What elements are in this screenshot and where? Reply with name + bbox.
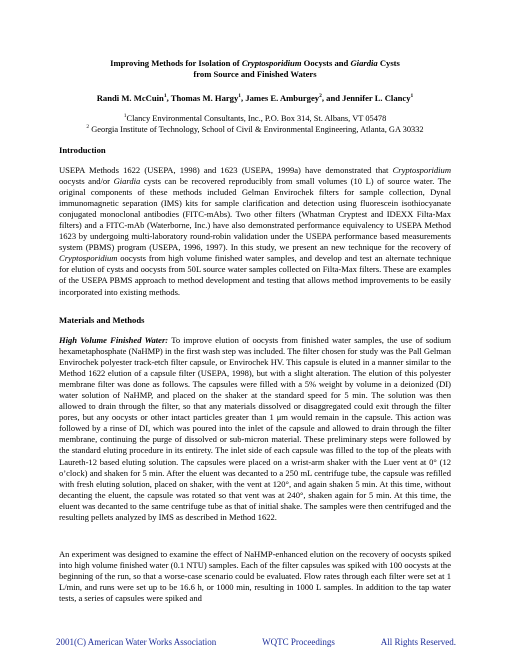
author-list [30, 93, 480, 104]
body-text: oocysts and/or [59, 176, 114, 187]
affiliation-marker: 1 [163, 93, 167, 100]
affiliation-number: 1 [123, 113, 127, 120]
title-line-2: from Source and Finished Waters [193, 69, 317, 79]
paper-title [40, 58, 470, 80]
author-mccuin: Randi M. McCuin [96, 93, 164, 103]
body-text: USEPA Methods 1622 (USEPA, 1998) and 1623 (USEPA, 1999a) have demonstrated that [59, 165, 393, 175]
affiliation-marker: 1 [238, 93, 242, 100]
author-amburgey: James E. Amburgey [245, 93, 320, 103]
author-separator: , [241, 93, 246, 103]
italic-term: Giardia [113, 176, 141, 187]
experiment-paragraph: An experiment was designed to examine the effect of NaHMP-enhanced elution on the recovery of oocysts spiked into high volume finished water (0.1 NTU) samples. Each of the filter capsules was spiked with 100 oocysts at the beginning of the run, so that a worse-case scenario could be evaluated. Flow rates through each filter were set at 1 L/min, and runs were set up to be 16.6 h, or 1000 min, resulting in 1000 L samples. In addition to the tap water tests, a series of capsules were spiked and [59, 549, 451, 604]
author-separator: , [166, 93, 171, 103]
title-text: Cysts [377, 58, 400, 68]
title-line-1 [40, 58, 470, 69]
title-italic-giardia: Giardia [350, 58, 378, 68]
body-text: oocysts from high volume finished water samples, and develop and test an alternate technique for elution of cysts and oocysts from 50L source water samples collected on Filta-Max filters. These are examples of the USEPA PBMS approach to method development and testing that allows method improvements to be easily incorporated into existing methods. [59, 253, 451, 297]
affiliation-number: 2 [86, 124, 90, 131]
affiliation-text: Clancy Environmental Consultants, Inc., P.O. Box 314, St. Albans, VT 05478 [126, 114, 387, 123]
footer-copyright: 2001(C) American Water Works Association [56, 637, 217, 647]
author-separator: , and [321, 93, 343, 103]
affiliation-text: Georgia Institute of Technology, School of Civil & Environmental Engineering, Atlanta, GA 30332 [89, 125, 424, 134]
section-heading-introduction: Introduction [59, 145, 106, 155]
title-text: Improving Methods for Isolation of [110, 58, 242, 68]
affiliation-1 [30, 114, 480, 124]
section-heading-materials-methods: Materials and Methods [59, 315, 145, 325]
author-clancy: Jennifer L. Clancy [342, 93, 411, 103]
methods-paragraph [59, 335, 451, 523]
title-italic-cryptosporidium: Cryptosporidium [241, 58, 302, 68]
affiliation-marker: 2 [319, 93, 322, 100]
body-text: cysts can be recovered reproducibly from small volumes (10 L) of source water. The original components of these methods included Gelman Envirochek filters for sample collection, Dynal immunomagnetic separation (IMS) kits for sample clarification and detection using fluorescein isothiocyanate conjugated monoclonal antibodies (FITC-mAbs). Two other filters (Whatman Cryptest and IDEXX Filta-Max filters) and a FITC-mAb (Waterborne, Inc.) have also demonstrated performance equivalency to USEPA Method 1623 by undergoing multi-laboratory round-robin validation under the USEPA performance based measurements system (PBMS) program (USEPA, 1996, 1997). In this study, we present an new technique for the recovery of [59, 176, 451, 253]
introduction-paragraph [59, 165, 451, 298]
body-text: To improve elution of oocysts from finished water samples, the use of sodium hexametaphosphate (NaHMP) in the first wash step was included. The filter chosen for study was the Pall Gelman Envirochek polyester track-etch filter capsule, or Envirochek HV. This capsule is eluted in a manner similar to the Method 1622 elution of a capsule filter (USEPA, 1998), but with a slight alteration. The elution of this polyester membrane filter was done as follows. The capsules were filled with a 5% weight by volume in a deionized (DI) water solution of NaHMP, and placed on the shaker at the standard speed for 5 min. The solution was then allowed to drain through the filter, so that any materials dissolved or disaggregated could exit through the filter pores, but any oocysts or other intact particles greater than 1 μm would remain in the capsule. This action was followed by a rinse of DI, which was poured into the inlet of the capsule and allowed to drain through the filter membrane, continuing the purge of dissolved or sub-micron material. These preliminary steps were followed by the standard eluting procedure in its entirety. The inlet side of each capsule was filled to the top of the pleats with Laureth-12 based eluting solution. The capsules were placed on a wrist-arm shaker with the Luer vent at 0° (12 o’clock) and shaken for 5 min. After the eluent was decanted to a 250 mL centrifuge tube, the capsule was refilled with fresh eluting solution, placed on shaker, with the vent at 120°, and again shaken 5 min. At this time, without decanting the eluent, the capsule was rotated so that vent was at 240°, shaken again for 5 min. At this time, the eluent was decanted to the same centrifuge tube as that of initial shake. The samples were then centrifuged and the resulting pellets analyzed by IMS as described in Method 1622. [59, 335, 451, 522]
italic-term: Cryptosporidium [392, 165, 451, 175]
page-footer [56, 637, 456, 648]
footer-rights: All Rights Reserved. [380, 637, 456, 647]
footer-proceedings: WQTC Proceedings [262, 637, 335, 647]
affiliation-marker: 1 [410, 93, 414, 100]
italic-term: Cryptosporidium [59, 253, 118, 264]
title-text: Oocysts and [301, 58, 351, 68]
paragraph-lead-in: High Volume Finished Water: [59, 335, 169, 345]
affiliation-2 [30, 125, 480, 135]
author-hargy: Thomas M. Hargy [170, 93, 239, 103]
